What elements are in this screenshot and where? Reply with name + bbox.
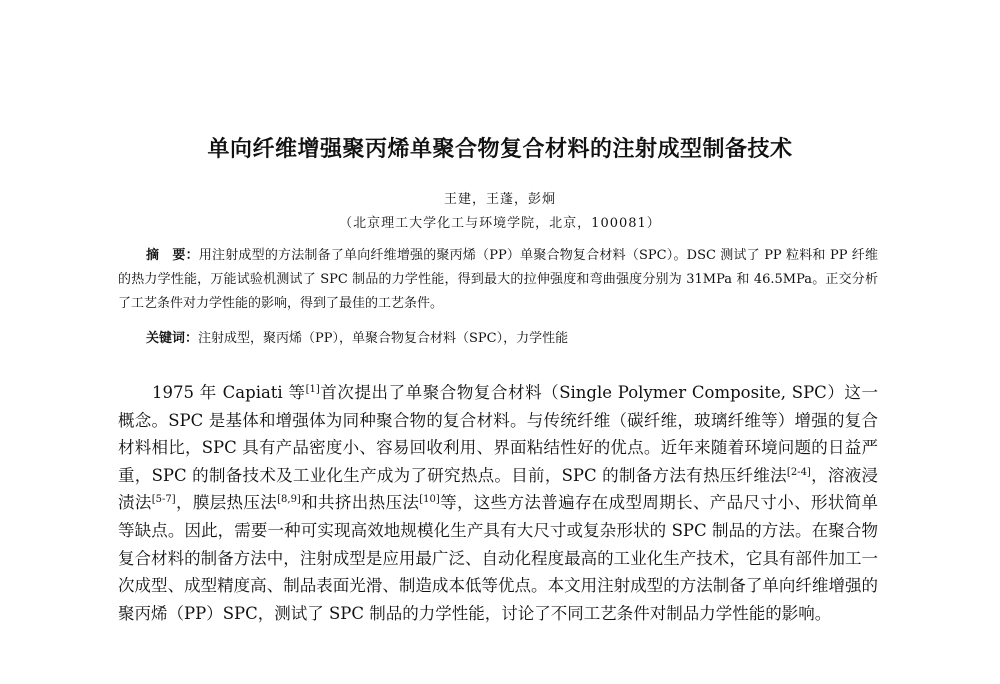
keywords-label: 关键词：	[146, 331, 199, 346]
abstract-text: 用注射成型的方法制备了单向纤维增强的聚丙烯（PP）单聚合物复合材料（SPC）。DSC 测试了 PP 粒料和 PP 纤维的热力学性能，万能试验机测试了 SPC 制品的力学性能，得到最大的拉伸强度和弯曲强度分别为 31MPa 和 46.5MPa。正交分析了工艺条件对力学性能的影响，得到了最佳的工艺条件。	[118, 248, 878, 311]
citation-ref: [1]	[305, 384, 320, 395]
abstract-label: 摘 要：	[146, 248, 199, 263]
body-segment: ，溶液浸渍法	[118, 465, 879, 513]
citation-ref: [5-7]	[151, 494, 176, 506]
citation-ref: [10]	[419, 494, 440, 506]
body-segment: 等，这些方法普遍存在成型周期长、产品尺寸小、形状简单等缺点。因此，需要一种可实现高效地规模化生产具有大尺寸或复杂形状的 SPC 制品的方法。在聚合物复合材料的制备方法中，注射成型是应用最广泛、自动化程度最高的工业化生产技术，它具有部件加工一次成型、成型精度高、制品表面光滑、制造成本低等优点。本文用注射成型的方法制备了单向纤维增强的聚丙烯（PP）SPC，测试了 SPC 制品的力学性能，讨论了不同工艺条件对制品力学性能的影响。	[118, 493, 879, 623]
abstract	[118, 244, 878, 316]
body-segment: 和共挤出热压法	[300, 493, 420, 513]
author-list: 王建，王蓬，彭炯	[443, 192, 556, 207]
body-segment: 1975 年 Capiati 等	[152, 383, 306, 402]
keywords-text: 注射成型，聚丙烯（PP），单聚合物复合材料（SPC），力学性能	[198, 331, 569, 346]
body-segment: ，膜层热压法	[175, 493, 278, 513]
citation-ref: [8,9]	[277, 494, 301, 506]
body-segment: 首次提出了单聚合物复合材料（Single Polymer Composite, SPC）这一概念。SPC 是基体和增强体为同种聚合物的复合材料。与传统纤维（碳纤维，玻璃纤维等）增强的复合材料相比，SPC 具有产品密度小、容易回收利用、界面粘结性好的优点。近年来随着环境问题的日益严重，SPC 的制备技术及工业化生产成为了研究热点。目前，SPC 的制备方法有热压纤维法	[118, 383, 878, 485]
body-paragraph	[118, 379, 878, 627]
paper-title: 单向纤维增强聚丙烯单聚合物复合材料的注射成型制备技术	[207, 137, 793, 162]
keywords	[146, 327, 876, 346]
affiliation: （北京理工大学化工与环境学院，北京，100081）	[339, 216, 661, 231]
citation-ref: [2-4]	[786, 466, 811, 478]
